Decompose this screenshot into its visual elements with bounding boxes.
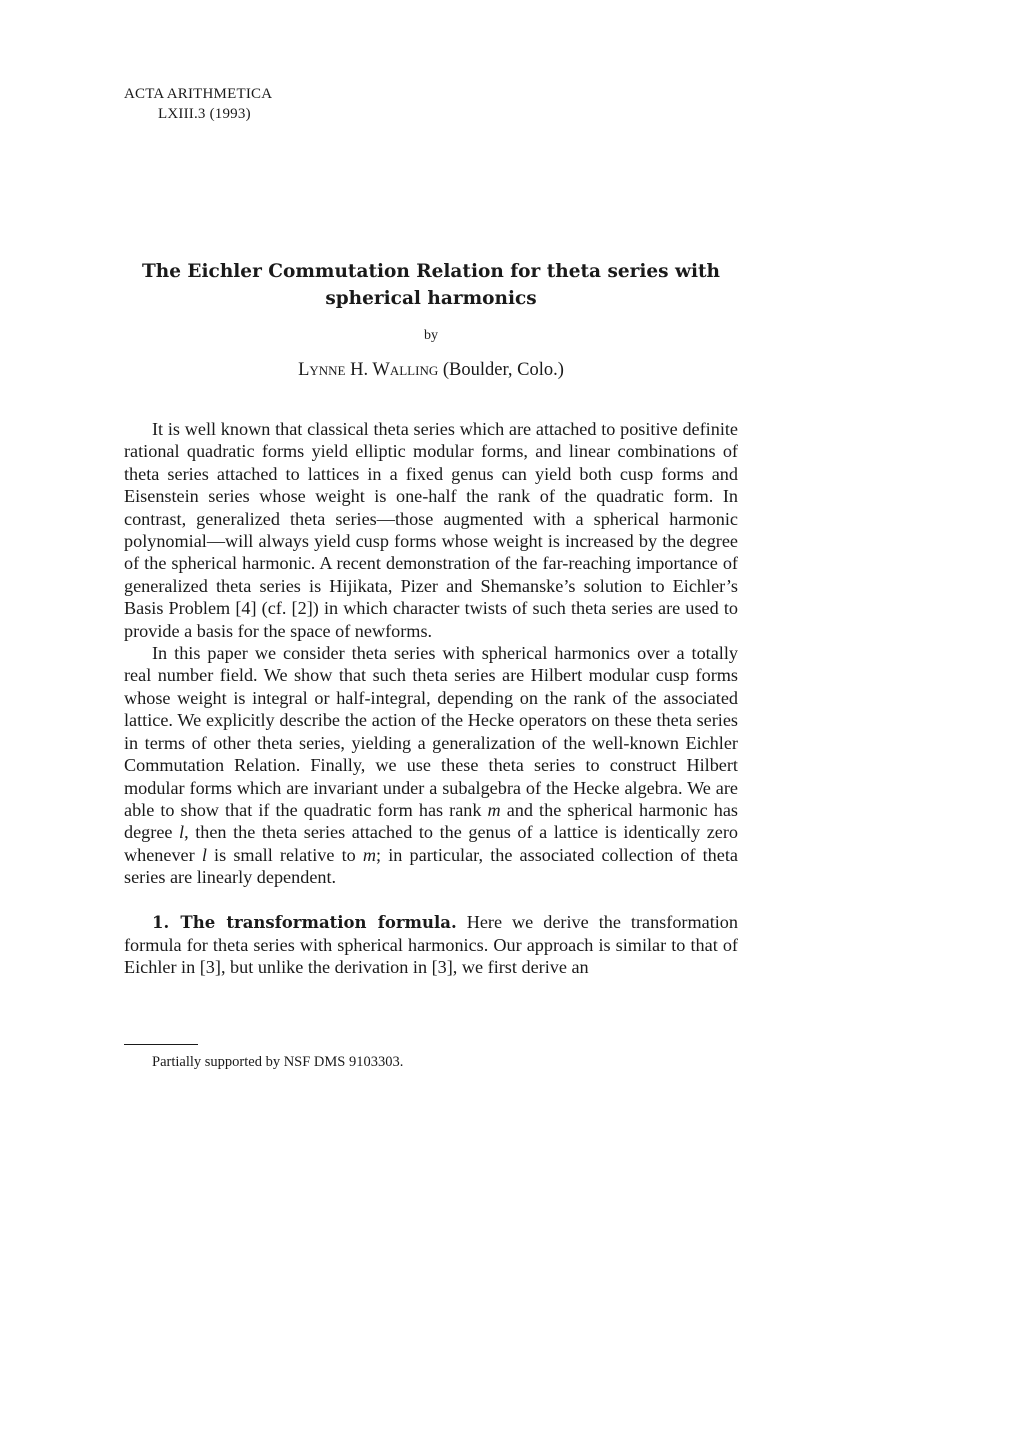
- paragraph-2: [124, 642, 738, 888]
- footnote-rule: [124, 1044, 198, 1045]
- author-affiliation: (Boulder, Colo.): [438, 360, 564, 380]
- footnote: Partially supported by NSF DMS 9103303.: [152, 1054, 404, 1070]
- section-1-heading: 1. The transformation formula.: [152, 912, 457, 932]
- title-line-1: The Eichler Commutation Relation for theta series with: [142, 261, 720, 282]
- paragraph-2-part-3: , then the theta series attached to the genus of a lattice is identically zero whenever: [124, 822, 738, 865]
- paragraph-2-part-4: is small relative to: [206, 844, 363, 865]
- journal-volume: LXIII.3 (1993): [158, 106, 251, 122]
- byline: by: [424, 328, 438, 343]
- paragraph-2-part-5: ; in particular, the associated collection of theta series are linearly dependent.: [124, 844, 738, 888]
- journal-header: [124, 84, 272, 124]
- author-line: [124, 360, 738, 381]
- title-line-2: spherical harmonics: [325, 288, 537, 309]
- body-text: [124, 418, 738, 979]
- paper-title: [124, 258, 738, 312]
- journal-name: ACTA ARITHMETICA: [124, 86, 273, 102]
- author-surname: Walling: [372, 360, 439, 380]
- var-m: m: [487, 799, 501, 820]
- paragraph-2-part-1: In this paper we consider theta series with spherical harmonics over a totally real number field. We show that such theta series are Hilbert modular cusp forms whose weight is integral or half-integral, depending on the rank of the associated lattice. We explicitly describe the action of the Hecke operators on these theta series in terms of other theta series, yielding a generalization of the well-known Eichler Commutation Relation. Finally, we use these theta series to construct Hilbert modular forms which are invariant under a subalgebra of the Hecke algebra. We are able to show that if the quadratic form has rank: [124, 643, 738, 820]
- var-l: l: [201, 844, 207, 865]
- var-m: m: [362, 844, 377, 865]
- author-first-names: Lynne H.: [298, 360, 373, 380]
- paragraph-1: It is well known that classical theta series which are attached to positive definite rational quadratic forms yield elliptic modular forms, and linear combinations of theta series attached to lattices in a fixed genus can yield both cusp forms and Eisenstein series whose weight is one-half the rank of the quadratic form. In contrast, generalized theta series—those augmented with a spherical harmonic polynomial—will always yield cusp forms whose weight is increased by the degree of the spherical harmonic. A recent demonstration of the far-reaching importance of generalized theta series is Hijikata, Pizer and Shemanske’s solution to Eichler’s Basis Problem [4] (cf. [2]) in which character twists of such theta series are used to provide a basis for the space of newforms.: [124, 419, 738, 641]
- paragraph-2-part-2: and the spherical harmonic has degree: [124, 799, 738, 843]
- section-1-text: Here we derive the transformation formula for theta series with spherical harmonics. Our approach is similar to that of Eichler in [3], but unlike the derivation in [3], we first derive an: [124, 911, 738, 978]
- section-1-paragraph: [124, 911, 738, 979]
- var-l: l: [179, 822, 185, 843]
